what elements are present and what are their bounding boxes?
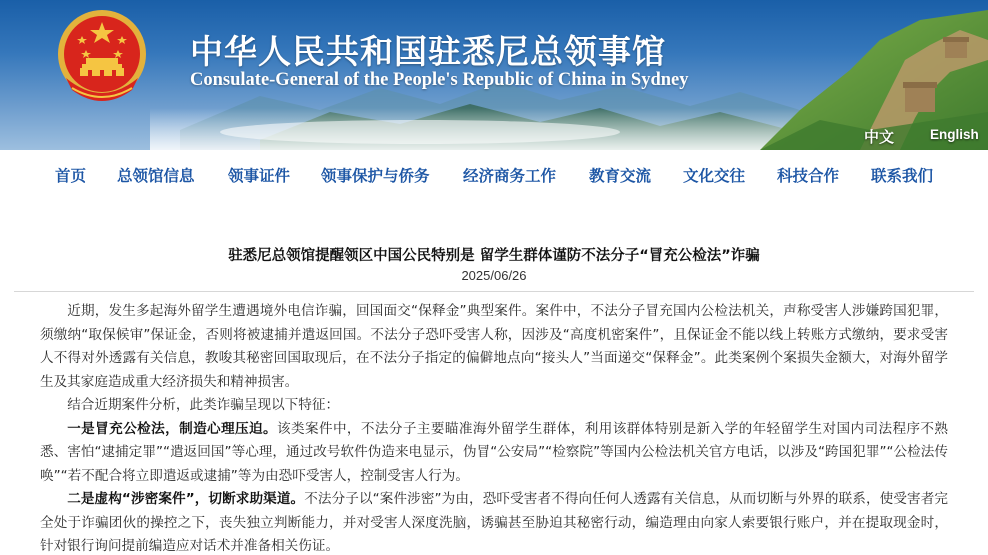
site-title-english: Consulate-General of the People's Republic of China in Sydney	[190, 70, 689, 90]
language-link-english[interactable]: English	[930, 127, 979, 142]
paragraph-heading: 一是冒充公检法，制造心理压迫。	[67, 420, 277, 437]
nav-item-consulate-info[interactable]: 总领馆信息	[117, 167, 195, 185]
language-link-chinese[interactable]: 中文	[864, 128, 895, 146]
nav-item-science-tech[interactable]: 科技合作	[777, 167, 840, 185]
article-body	[40, 300, 948, 555]
nav-item-education[interactable]: 教育交流	[589, 167, 652, 185]
article-paragraph	[40, 418, 948, 489]
main-navigation	[0, 150, 988, 198]
nav-item-consular-protection[interactable]: 领事保护与侨务	[321, 167, 430, 185]
article-title: 驻悉尼总领馆提醒领区中国公民特别是 留学生群体谨防不法分子“冒充公检法”诈骗	[228, 248, 760, 264]
nav-item-economy-commerce[interactable]: 经济商务工作	[463, 167, 557, 185]
article-date: 2025/06/26	[461, 268, 527, 283]
title-divider	[14, 291, 974, 292]
article-paragraph: 结合近期案件分析，此类诈骗呈现以下特征：	[67, 397, 340, 413]
paragraph-text: 不法分子以“案件涉密”为由，恐吓受害者不得向任何人透露有关信息，从而切断与外界的联系，使受害者完全处于诈骗团伙的操控之下，丧失独立判断能力，并对受害人深度洗脑，诱骗甚至胁迫其秘密行动，编造理由向家人索要银行账户，并在提取现金时，针对银行询问提前编造应对话术并准备相关伤证。	[40, 491, 948, 554]
header-banner	[0, 0, 988, 150]
nav-item-home[interactable]: 首页	[55, 167, 87, 185]
nav-item-culture[interactable]: 文化交往	[683, 167, 746, 185]
paragraph-heading: 二是虚构“涉密案件”，切断求助渠道。	[67, 491, 305, 507]
article-paragraph	[40, 488, 948, 555]
article-paragraph: 近期，发生多起海外留学生遭遇境外电信诈骗，回国面交“保释金”典型案件。案件中，不法分子冒充国内公检法机关，声称受害人涉嫌跨国犯罪，须缴纳“取保候审”保证金，否则将被逮捕并遣返回国。不法分子恐吓受害人称，因涉及“高度机密案件”，且保证金不能以线上转账方式缴纳，要求受害人不得对外透露有关信息，教唆其秘密回国取现后，在不法分子指定的偏僻地点向“接头人”当面递交“保释金”。此类案例个案损失金额大，对海外留学生及其家庭造成重大经济损失和精神损害。	[40, 303, 948, 390]
nav-item-consular-documents[interactable]: 领事证件	[228, 167, 291, 185]
site-title-chinese: 中华人民共和国驻悉尼总领事馆	[190, 32, 666, 71]
paragraph-text: 该类案件中，不法分子主要瞄准海外留学生群体，利用该群体特别是新入学的年轻留学生对国内司法程序不熟悉、害怕“逮捕定罪”“遣返回国”等心理，通过改号软件伪造来电显示，伪冒“公安局”“检察院”等国内公检法机关官方电话，以涉及“跨国犯罪”“公检法传唤”“若不配合将立即遣返或逮捕”等为由恐吓受害人，控制受害人行为。	[40, 420, 948, 484]
nav-item-contact-us[interactable]: 联系我们	[871, 167, 934, 185]
national-emblem-icon	[52, 8, 152, 112]
